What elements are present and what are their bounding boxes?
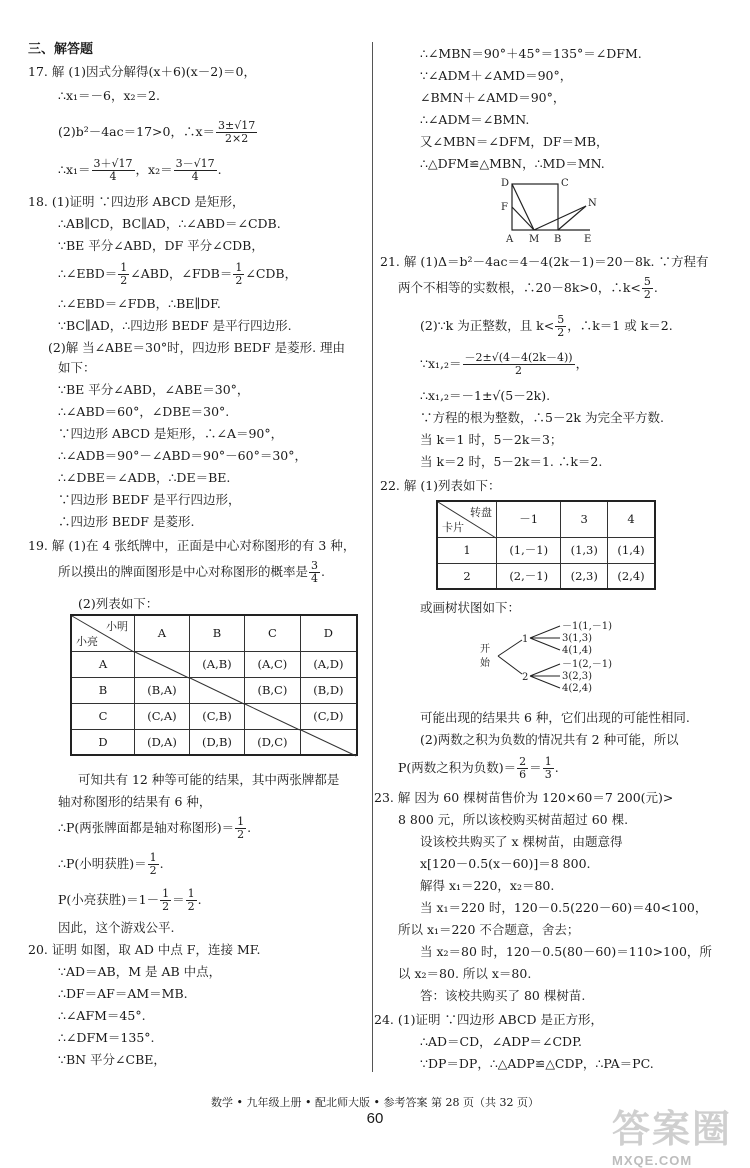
q19-col-header: D — [300, 615, 357, 651]
q22-line2: 或画树状图如下： — [420, 600, 521, 615]
q23-line8: 当 x₂＝80 时，120－0.5(80－60)＝110>100，所 — [420, 944, 712, 959]
tree-leaf: －1(2,－1) — [562, 659, 613, 670]
fig-label-F: F — [501, 202, 508, 213]
q21-line2: 两个不相等的实数根，∴20－8k>0，∴k< $\frac{5}{2}$ . — [398, 275, 658, 301]
q21-line6: ∵方程的根为整数，∴5－2k 为完全平方数. — [420, 410, 664, 425]
page-number: 60 — [366, 1110, 384, 1127]
q21-line1: 21. 解 (1)Δ＝b²－4ac＝4－4(2k－1)＝20－8k. ∵方程有 — [380, 254, 709, 269]
q19-table — [70, 614, 358, 756]
q20-cont-line4: ∴∠ADM＝∠BMN. — [420, 112, 530, 127]
q19-col-header: A — [135, 615, 190, 651]
q19-line5: 轴对称图形的结果有 6 种， — [58, 794, 212, 809]
q18-line15: ∴四边形 BEDF 是菱形. — [58, 514, 195, 529]
fig-label-B: B — [554, 234, 562, 245]
q20-cont-line1: ∴∠MBN＝90°＋45°＝135°＝∠DFM. — [420, 46, 642, 61]
q18-line5: ∴∠EBD＝∠FDB，∴BE∥DF. — [58, 296, 221, 311]
q23-line7: 所以 x₁＝220 不合题意，舍去； — [398, 922, 580, 937]
q24-line3: ∵DP＝DP，∴△ADP≌△CDP，∴PA＝PC. — [420, 1056, 654, 1071]
fig-label-C: C — [561, 178, 569, 189]
table-row: 2 (2,－1) (2,3) (2,4) — [437, 563, 655, 589]
q23-line9: 以 x₂＝80. 所以 x＝80. — [398, 966, 532, 981]
q22-col-header: 4 — [608, 501, 655, 537]
q22-line4: (2)两数之积为负数的情况共有 2 种可能，所以 — [420, 732, 679, 747]
table-row: D (D,A) (D,B) (D,C) — [71, 729, 357, 755]
q22-col-header: －1 — [497, 501, 561, 537]
q17-l3-text: (2)b²－4ac＝17>0，∴x＝ — [58, 124, 216, 139]
q23-line10: 答：该校共购买了 80 棵树苗. — [420, 988, 586, 1003]
q18-line2: ∴AB∥CD，BC∥AD，∴∠ABD＝∠CDB. — [58, 216, 281, 231]
q18-line11: ∵四边形 ABCD 是矩形，∴∠A＝90°， — [58, 426, 284, 441]
q18-line10: ∴∠ABD＝60°，∠DBE＝30°. — [58, 404, 230, 419]
q21-line8: 当 k＝2 时，5－2k＝1. ∴k＝2. — [420, 454, 603, 469]
q19-line8: P(小亮获胜)＝1－ $\frac{1}{2}$ ＝ $\frac{1}{2}$ . — [58, 887, 202, 913]
q19-line4: 可知共有 12 种等可能的结果，其中两张牌都是 — [78, 772, 340, 787]
q18-line7: (2)解 当∠ABE＝30°时，四边形 BEDF 是菱形. 理由 — [48, 340, 346, 355]
q18-line6: ∵BC∥AD，∴四边形 BEDF 是平行四边形. — [58, 318, 292, 333]
q21-line3: (2)∵k 为正整数，且 k< $\frac{5}{2}$ ，∴k＝1 或 k＝2. — [420, 313, 673, 339]
q19-line1: 19. 解 (1)在 4 张纸牌中，正面是中心对称图形的有 3 种， — [28, 538, 356, 553]
q18-line9: ∵BE 平分∠ABD，∠ABE＝30°， — [58, 382, 250, 397]
q17-fraction: $\frac{3\pm√17}{2\times 2}$ — [218, 119, 256, 145]
watermark-logo: 答案圈 MXQE.COM — [611, 1109, 732, 1168]
q17-line3 — [58, 120, 258, 145]
table-row: 1 (1,－1) (1,3) (1,4) — [437, 537, 655, 563]
q20-line6: ∵BN 平分∠CBE， — [58, 1052, 166, 1067]
q22-tree-diagram — [476, 618, 613, 698]
table-row: B (B,A) (B,C) (B,D) — [71, 677, 357, 703]
q20-cont-line6: ∴△DFM≌△MBN，∴MD＝MN. — [420, 156, 605, 171]
q17-line4: ∴x₁＝ $\frac{3+√17}{4}$ ，x₂＝ $\frac{3-√17}{4}$ . — [58, 157, 222, 183]
section-title: 三、解答题 — [28, 42, 94, 57]
q23-line6: 当 x₁＝220 时，120－0.5(220－60)＝40<100， — [420, 900, 708, 915]
q23-line4: x[120－0.5(x－60)]＝8 800. — [420, 856, 591, 871]
q20-cont-line2: ∵∠ADM＋∠AMD＝90°， — [420, 68, 573, 83]
tree-root-1: 开 — [480, 644, 490, 655]
q21-line4: ∵x₁,₂＝ $\frac{-2\pm√(4-4(2k-4))}{2}$ ， — [420, 351, 589, 377]
fig-label-A: A — [506, 234, 514, 245]
q18-line12: ∴∠ADB＝90°－∠ABD＝90°－60°＝30°， — [58, 448, 307, 463]
tree-leaf: －1(1,－1) — [562, 621, 613, 632]
q19-line6: ∴P(两张牌面都是轴对称图形)＝ $\frac{1}{2}$ . — [58, 815, 252, 841]
q20-line2: ∵AD＝AB，M 是 AB 中点， — [58, 964, 222, 979]
q20-line1: 20. 证明 如图，取 AD 中点 F，连接 MF. — [28, 942, 261, 957]
table-row: A (A,B) (A,C) (A,D) — [71, 651, 357, 677]
q20-cont-line5: 又∠MBN＝∠DFM，DF＝MB， — [420, 134, 609, 149]
table-row: C (C,A) (C,B) (C,D) — [71, 703, 357, 729]
fig-label-N: N — [588, 198, 597, 209]
q18-line8: 如下： — [58, 360, 96, 375]
q23-line1: 23. 解 因为 60 棵树苗售价为 120×60＝7 200(元)> — [374, 790, 674, 805]
q22-line1: 22. 解 (1)列表如下： — [380, 478, 501, 493]
q20-line4: ∴∠AFM＝45°. — [58, 1008, 146, 1023]
tree-leaf: 3(1,3) — [562, 633, 593, 644]
q20-line5: ∴∠DFM＝135°. — [58, 1030, 155, 1045]
q20-line3: ∴DF＝AF＝AM＝MB. — [58, 986, 188, 1001]
q18-line14: ∵四边形 BEDF 是平行四边形， — [58, 492, 241, 507]
q18-line4: ∴∠EBD＝ $\frac{1}{2}$ ∠ABD，∠FDB＝ $\frac{1}{2}$ ∠CDB， — [58, 261, 298, 287]
q23-line3: 设该校共购买了 x 棵树苗，由题意得 — [420, 834, 623, 849]
q21-line7: 当 k＝1 时，5－2k＝3； — [420, 432, 563, 447]
q17-line1: 17. 解 (1)因式分解得(x＋6)(x－2)＝0， — [28, 64, 256, 79]
q19-table-corner: 小明 小亮 — [71, 615, 135, 651]
fig-label-E: E — [584, 234, 592, 245]
tree-leaf: 3(2,3) — [562, 671, 593, 682]
tree-root-2: 始 — [480, 658, 490, 669]
tree-leaf: 4(1,4) — [562, 645, 593, 656]
q19-col-header: B — [189, 615, 244, 651]
q22-table-corner: 转盘 卡片 — [437, 501, 497, 537]
q18-line3: ∵BE 平分∠ABD，DF 平分∠CDB， — [58, 238, 264, 253]
fig-label-D: D — [501, 178, 510, 189]
q19-col-header: C — [245, 615, 301, 651]
q22-line3: 可能出现的结果共 6 种，它们出现的可能性相同. — [420, 710, 690, 725]
q23-line2: 8 800 元，所以该校购买树苗超过 60 棵. — [398, 812, 629, 827]
q24-line1: 24. (1)证明 ∵四边形 ABCD 是正方形， — [374, 1012, 604, 1027]
tree-node-2: 2 — [522, 672, 529, 683]
q19-line3: (2)列表如下： — [78, 596, 159, 611]
q17-line2: ∴x₁＝－6，x₂＝2. — [58, 88, 160, 103]
q19-line7: ∴P(小明获胜)＝ $\frac{1}{2}$ . — [58, 851, 164, 877]
q22-table — [436, 500, 656, 590]
q19-line2: 所以摸出的牌面图形是中心对称图形的概率是 $\frac{3}{4}$ . — [58, 559, 325, 585]
q18-line13: ∴∠DBE＝∠ADB，∴DE＝BE. — [58, 470, 231, 485]
q20-figure — [498, 176, 604, 246]
q24-line2: ∴AD＝CD，∠ADP＝∠CDP. — [420, 1034, 582, 1049]
tree-leaf: 4(2,4) — [562, 683, 593, 694]
q22-col-header: 3 — [561, 501, 608, 537]
fig-label-M: M — [529, 234, 540, 245]
q23-line5: 解得 x₁＝220，x₂＝80. — [420, 878, 555, 893]
q20-cont-line3: ∠BMN＋∠AMD＝90°， — [420, 90, 566, 105]
column-divider — [372, 42, 373, 1072]
q18-line1: 18. (1)证明 ∵四边形 ABCD 是矩形， — [28, 194, 245, 209]
q21-line5: ∴x₁,₂＝－1±√(5－2k). — [420, 388, 551, 403]
page-footer: 数学 • 九年级上册 • 配北师大版 • 参考答案 第 28 页（共 32 页） — [211, 1096, 539, 1109]
tree-node-1: 1 — [522, 634, 529, 645]
q19-line9: 因此，这个游戏公平. — [58, 920, 175, 935]
q22-line5: P(两数之积为负数)＝ $\frac{2}{6}$ ＝ $\frac{1}{3}$ . — [398, 755, 559, 781]
